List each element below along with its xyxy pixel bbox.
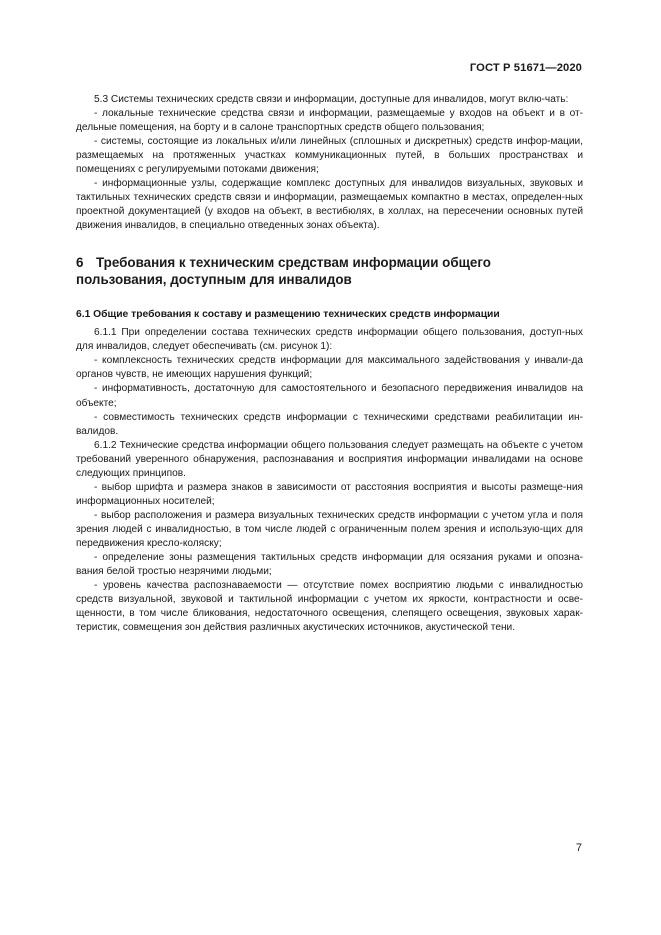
document-body bbox=[76, 93, 583, 635]
list-item-recognition-quality: - уровень качества распознаваемости — отсутствие помех восприятию людьми с инвалидностью средств визуальной, звуковой и тактильной информации с учетом их яркости, контрастности и осве-щенности, в том числе бликования, недостаточного освещения, слепящего освещения, звуковых харак-теристик, совмещения зон действия различных акустических источников, акустической тени. bbox=[76, 580, 583, 634]
document-standard-id: ГОСТ Р 51671—2020 bbox=[469, 62, 582, 74]
list-item-systems: - системы, состоящие из локальных и/или линейных (сплошных и дискретных) средств инфор-мации, размещаемых на протяженных участках коммуникационных путей, в больших пространствах и помещениях с регулируемыми потоками движения; bbox=[76, 136, 583, 176]
list-item-info-nodes: - информационные узлы, содержащие комплекс доступных для инвалидов визуальных, звуковых и тактильных технических средств связи и информации, размещаемых компактно в местах, определен-ных проектной документацией (у входов на объект, в вестибюлях, в холлах, на пересечении основных путей движения инвалидов, в специально отведенных зонах объекта). bbox=[76, 178, 583, 232]
list-item-placement-choice: - выбор расположения и размера визуальных технических средств информации с учетом угла и поля зрения людей с инвалидностью, в том числе людей с ограниченным полем зрения и использую-щих для передвижения кресло-коляску; bbox=[76, 509, 583, 549]
paragraph-6-1-2-intro: 6.1.2 Технические средства информации общего пользования следует размещать на объекте с учетом требований уверенного обнаружения, распознавания и восприятия информации инвалидами на основе следующих принципов. bbox=[76, 439, 583, 479]
paragraph-5-3-intro: 5.3 Системы технических средств связи и информации, доступные для инвалидов, могут вклю-чать: bbox=[94, 94, 569, 105]
list-item-compatibility: - совместимость технических средств информации с техническими средствами реабилитации ин-валидов. bbox=[76, 411, 583, 437]
list-item-font-choice: - выбор шрифта и размера знаков в зависимости от расстояния восприятия и высоты размеще-ния информационных носителей; bbox=[76, 481, 583, 507]
list-item-tactile-zone: - определение зоны размещения тактильных средств информации для осязания руками и опозна-вания белой тростью незрячими людьми; bbox=[76, 552, 583, 578]
section-6-number: 6 bbox=[76, 255, 84, 271]
section-6-title: Требования к техническим средствам информации общего пользования, доступным для инвалидов bbox=[76, 255, 491, 287]
list-item-local-means: - локальные технические средства связи и информации, размещаемые у входов на объект и в от-дельные помещения, на борту и в салоне транспортных средств общего пользования; bbox=[76, 108, 583, 134]
list-item-informativeness: - информативность, достаточную для самостоятельного и безопасного передвижения инвалидов на объекте; bbox=[76, 383, 583, 409]
paragraph-6-1-1-intro: 6.1.1 При определении состава технических средств информации общего пользования, доступ-ных для инвалидов, следует обеспечивать (см. рисунок 1): bbox=[76, 327, 583, 353]
list-item-complexity: - комплексность технических средств информации для максимального задействования у инвали-да органов чувств, не имеющих нарушения функций; bbox=[76, 355, 583, 381]
page-number: 7 bbox=[575, 842, 582, 854]
section-6-1-heading: 6.1 Общие требования к составу и размещению технических средств информации bbox=[76, 309, 500, 321]
section-6-heading bbox=[76, 255, 583, 288]
